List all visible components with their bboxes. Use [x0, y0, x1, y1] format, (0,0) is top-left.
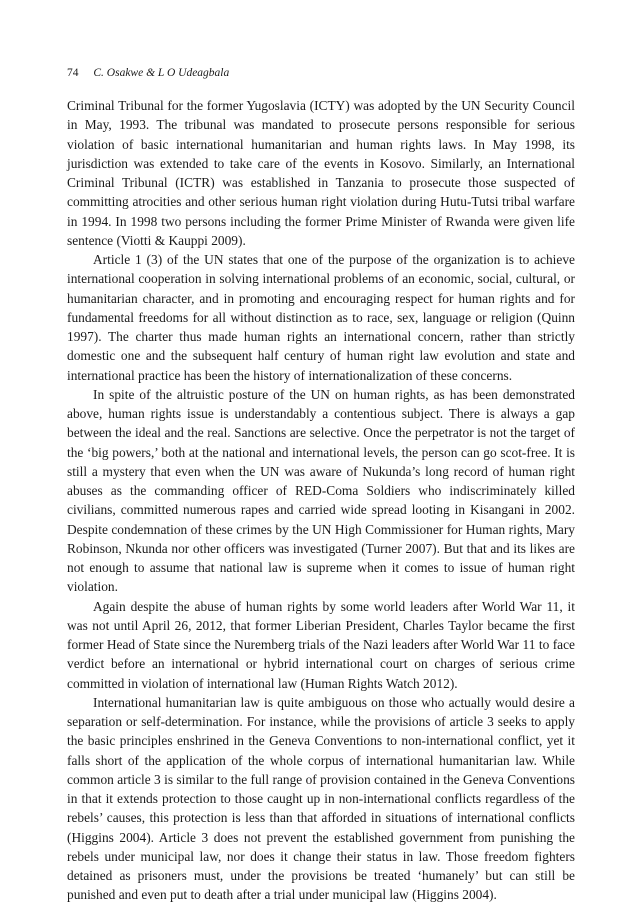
page-number: 74 [67, 67, 79, 79]
body-text [67, 96, 575, 905]
paragraph-charles-taylor: Again despite the abuse of human rights by some world leaders after World War 11, it was not until April 26, 2012, that former Liberian President, Charles Taylor became the first former Head of State since the Nuremberg trials of the Nazi leaders after World War 11 to face verdict before an international or hybrid international court on charges of serious crime committed in violation of international law (Human Rights Watch 2012). [67, 598, 575, 691]
running-head [67, 66, 577, 80]
running-head-authors: C. Osakwe & L O Udeagbala [93, 67, 230, 79]
paragraph-altruistic-posture: In spite of the altruistic posture of the UN on human rights, as has been demonstrated above, human rights issue is understandably a contentious subject. There is always a gap between the ideal and the real. Sanctions are selective. Once the perpetrator is not the target of the ‘big powers,’ both at the national and international levels, the person can go scot-free. It is still a mystery that even when the UN was aware of Nukunda’s long record of human right abuses as the commanding officer of RED-Coma Soldiers who indiscriminately killed civilians, committed numerous rapes and carried wide spread looting in Kisangani in 2002. Despite condemnation of these crimes by the UN High Commissioner for Human rights, Mary Robinson, Nkunda nor other officers was investigated (Turner 2007). But that and its likes are not enough to assume that national law is supreme when it comes to issue of human right violation. [67, 386, 575, 595]
paragraph-humanitarian-law: International humanitarian law is quite ambiguous on those who actually would desire a separation or self-determination. For instance, while the provisions of article 3 seeks to apply the basic principles enshrined in the Geneva Conventions to non-international conflict, yet it falls short of the application of the whole corpus of international humanitarian law. While common article 3 is similar to the full range of provision contained in the Geneva Conventions in that it extends protection to those caught up in non-international conflicts regardless of the rebels’ causes, this protection is less than that afforded in situations of international conflicts (Higgins 2004). Article 3 does not prevent the established government from punishing the rebels under municipal law, nor does it change their status in law. Those freedom fighters detained as prisoners must, under the provisions be treated ‘humanely’ but can still be punished and even put to death after a trial under municipal law (Higgins 2004). [67, 694, 575, 903]
paragraph-article-1-3: Article 1 (3) of the UN states that one of the purpose of the organization is to achieve international cooperation in solving international problems of an economic, social, cultural, or humanitarian character, and in promoting and encouraging respect for human rights and for fundamental freedoms for all without distinction as to race, sex, language or religion (Quinn 1997). The charter thus made human rights an international concern, rather than strictly domestic one and the subsequent half century of human right law evolution and state and international practice has been the history of internationalization of these concerns. [67, 252, 575, 383]
paragraph-continued: Criminal Tribunal for the former Yugoslavia (ICTY) was adopted by the UN Security Council in May, 1993. The tribunal was mandated to prosecute persons responsible for serious violation of basic international humanitarian and human rights laws. In May 1998, its jurisdiction was extended to take care of the events in Kosovo. Similarly, an International Criminal Tribunal (ICTR) was established in Tanzania to prosecute those suspected of committing atrocities and other serious human right violation during Hutu-Tutsi tribal warfare in 1994. In 1998 two persons including the former Prime Minister of Rwanda were given life sentence (Viotti & Kauppi 2009). [67, 98, 575, 248]
